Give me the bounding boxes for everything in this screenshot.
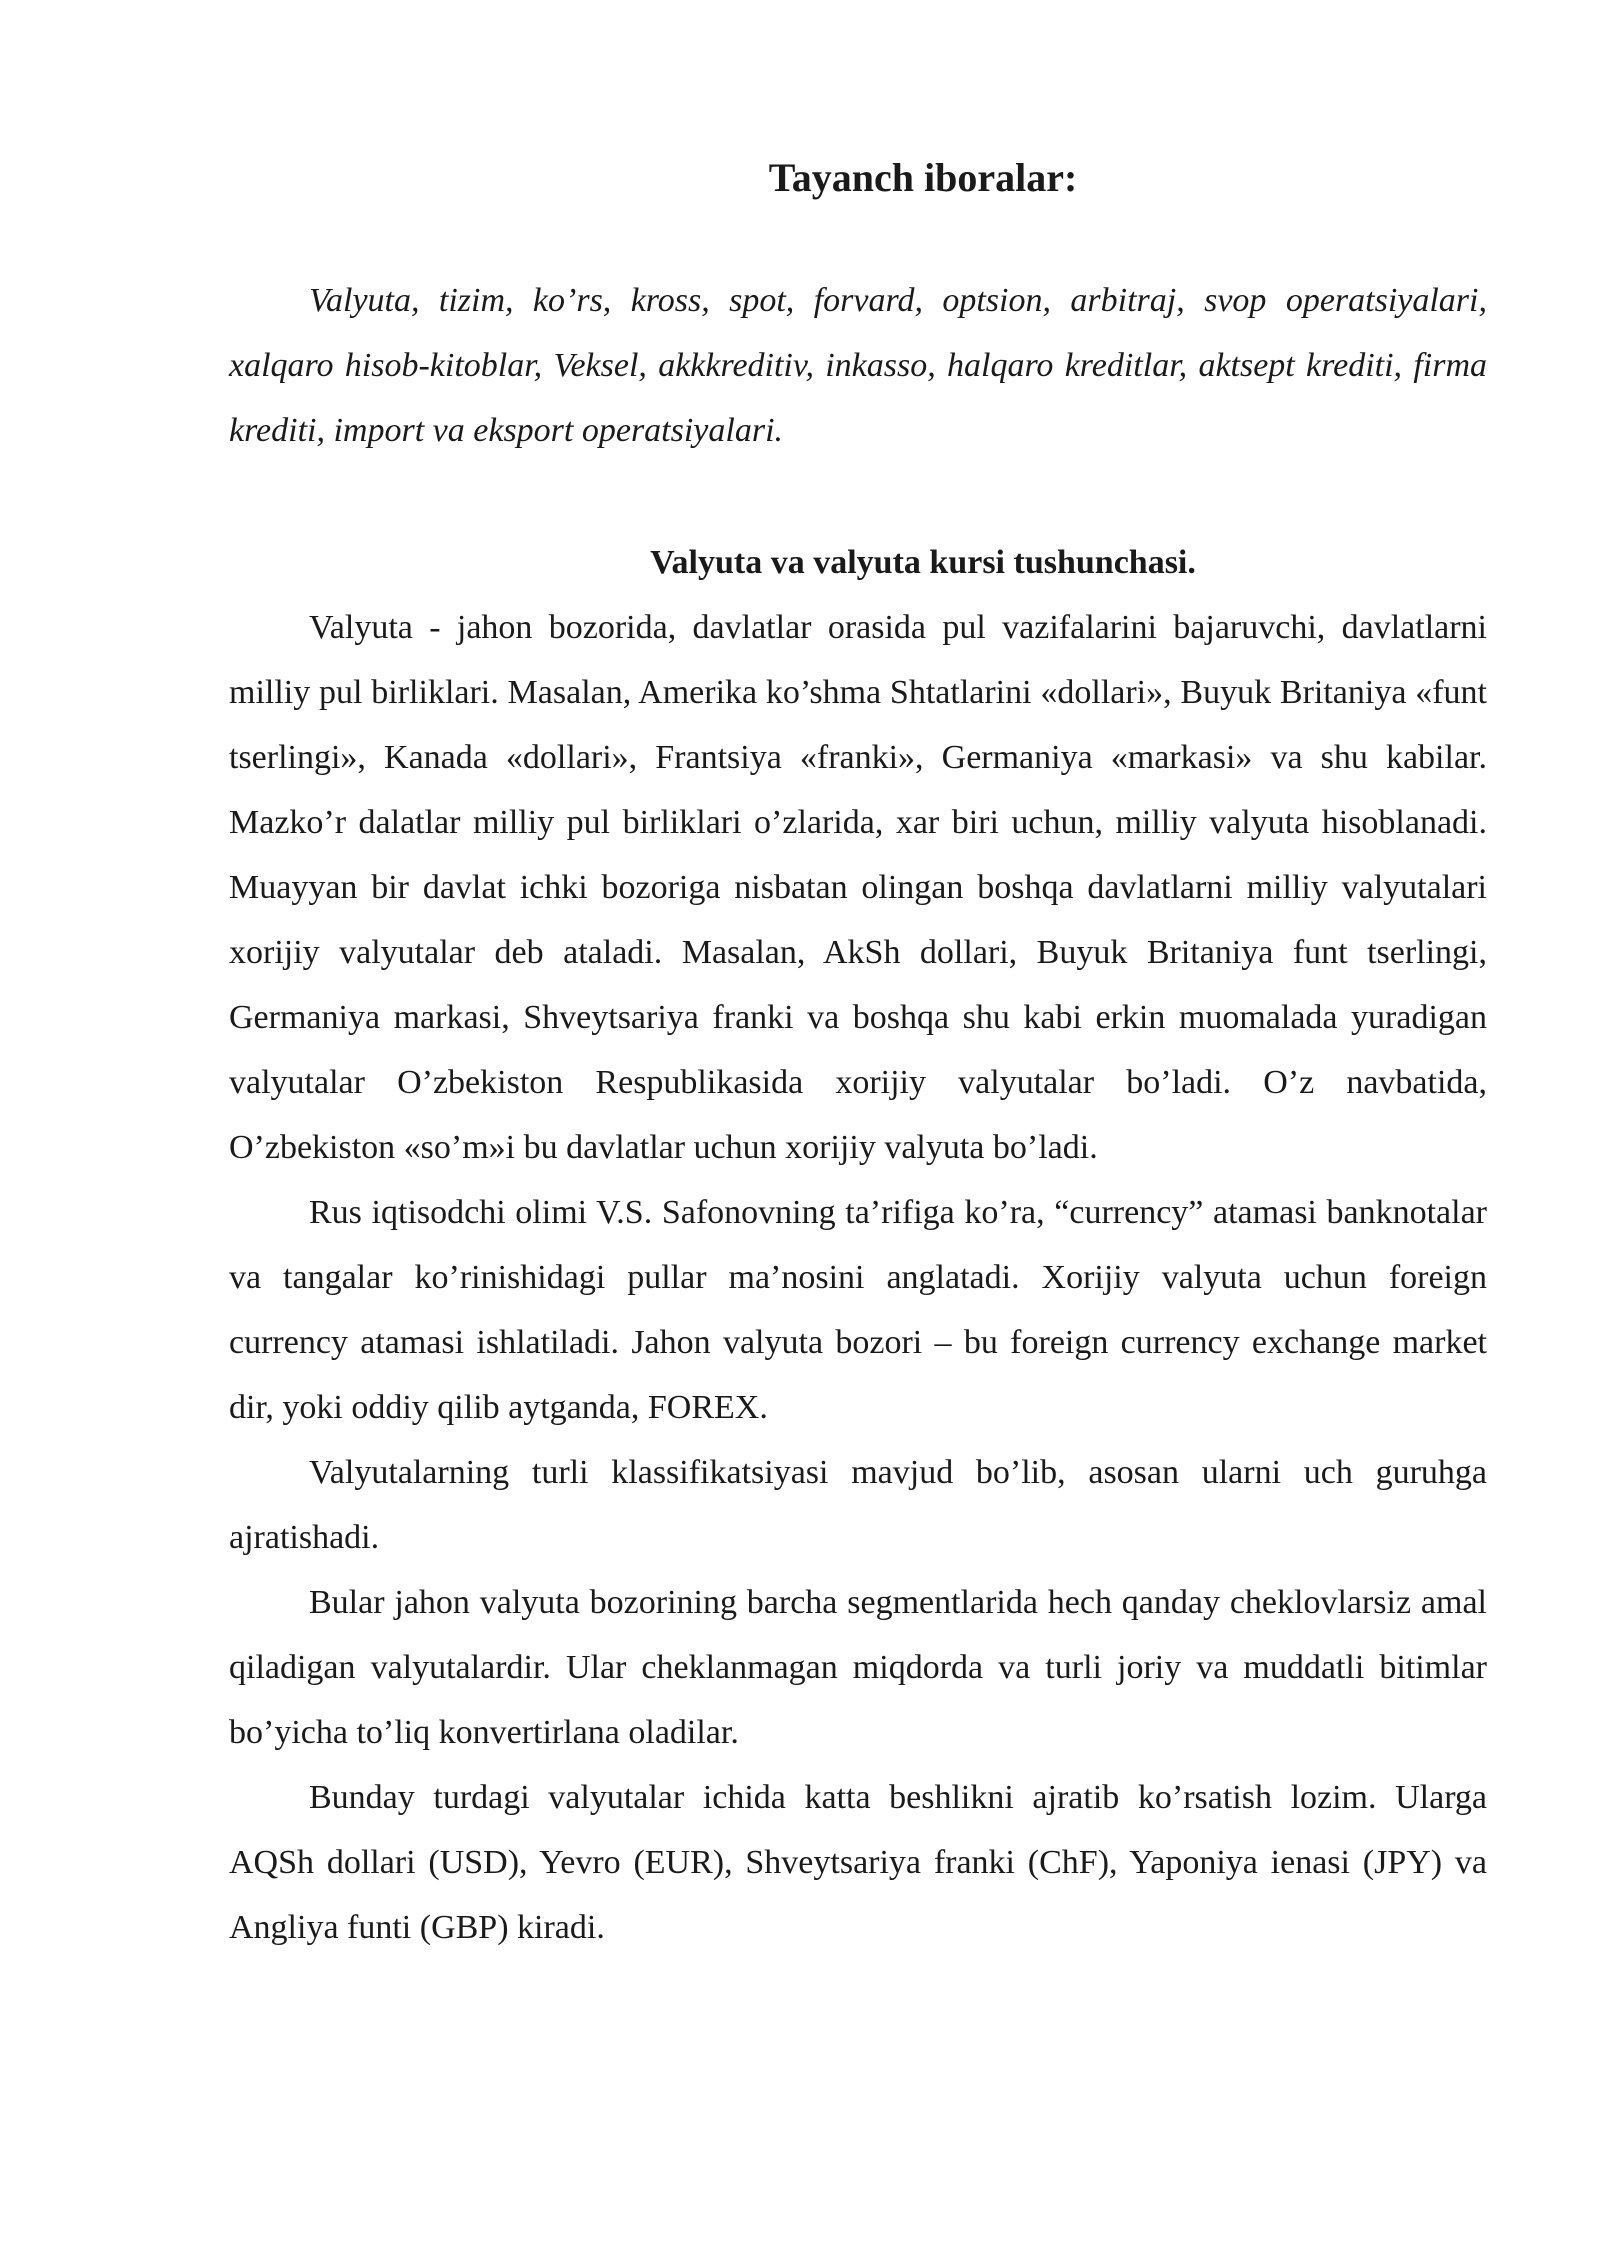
section-title: Valyuta va valyuta kursi tushunchasi. — [650, 544, 1196, 581]
page-title: Tayanch iboralar: — [768, 155, 1078, 200]
paragraph-4: Bular jahon valyuta bozorining barcha segmentlarida hech qanday cheklovlarsiz amal qiladigan valyutalardir. Ular cheklanmagan miqdorda va turli joriy va muddatli bitimlar bo’yicha to’liq konvertirlana oladilar. — [229, 1584, 1487, 1751]
paragraph-3: Valyutalarning turli klassifikatsiyasi mavjud bo’lib, asosan ularni uch guruhga ajratishadi. — [229, 1454, 1487, 1556]
paragraph-2: Rus iqtisodchi olimi V.S. Safonovning ta’rifiga ko’ra, “currency” atamasi banknotalar va tangalar ko’rinishidagi pullar ma’nosini anglatadi. Xorijiy valyuta uchun foreign currency atamasi ishlatiladi. Jahon valyuta bozori – bu foreign currency exchange market dir, yoki oddiy qilib aytganda, FOREX. — [229, 1194, 1487, 1426]
document-body — [229, 148, 1487, 1960]
paragraph-1: Valyuta - jahon bozorida, davlatlar orasida pul vazifalarini bajaruvchi, davlatlarni milliy pul birliklari. Masalan, Amerika ko’shma Shtatlarini «dollari», Buyuk Britaniya «funt tserlingi», Kanada «dollari», Frantsiya «franki», Germaniya «markasi» va shu kabilar. Mazko’r dalatlar milliy pul birliklari o’zlarida, xar biri uchun, milliy valyuta hisoblanadi. Muayyan bir davlat ichki bozoriga nisbatan olingan boshqa davlatlarni milliy valyutalari xorijiy valyutalar deb ataladi. Masalan, AkSh dollari, Buyuk Britaniya funt tserlingi, Germaniya markasi, Shveytsariya franki va boshqa shu kabi erkin muomalada yuradigan valyutalar O’zbekiston Respublikasida xorijiy valyutalar bo’ladi. O’z navbatida, O’zbekiston «so’m»i bu davlatlar uchun xorijiy valyuta bo’ladi. — [229, 609, 1487, 1166]
keywords-paragraph: Valyuta, tizim, ko’rs, kross, spot, forvard, optsion, arbitraj, svop operatsiyalari, xalqaro hisob-kitoblar, Veksel, akkkreditiv, inkasso, halqaro kreditlar, aktsept krediti, firma krediti, import va eksport operatsiyalari. — [229, 282, 1487, 449]
paragraph-5: Bunday turdagi valyutalar ichida katta beshlikni ajratib ko’rsatish lozim. Ularga AQSh dollari (USD), Yevro (EUR), Shveytsariya franki (ChF), Yaponiya ienasi (JPY) va Angliya funti (GBP) kiradi. — [229, 1779, 1487, 1946]
